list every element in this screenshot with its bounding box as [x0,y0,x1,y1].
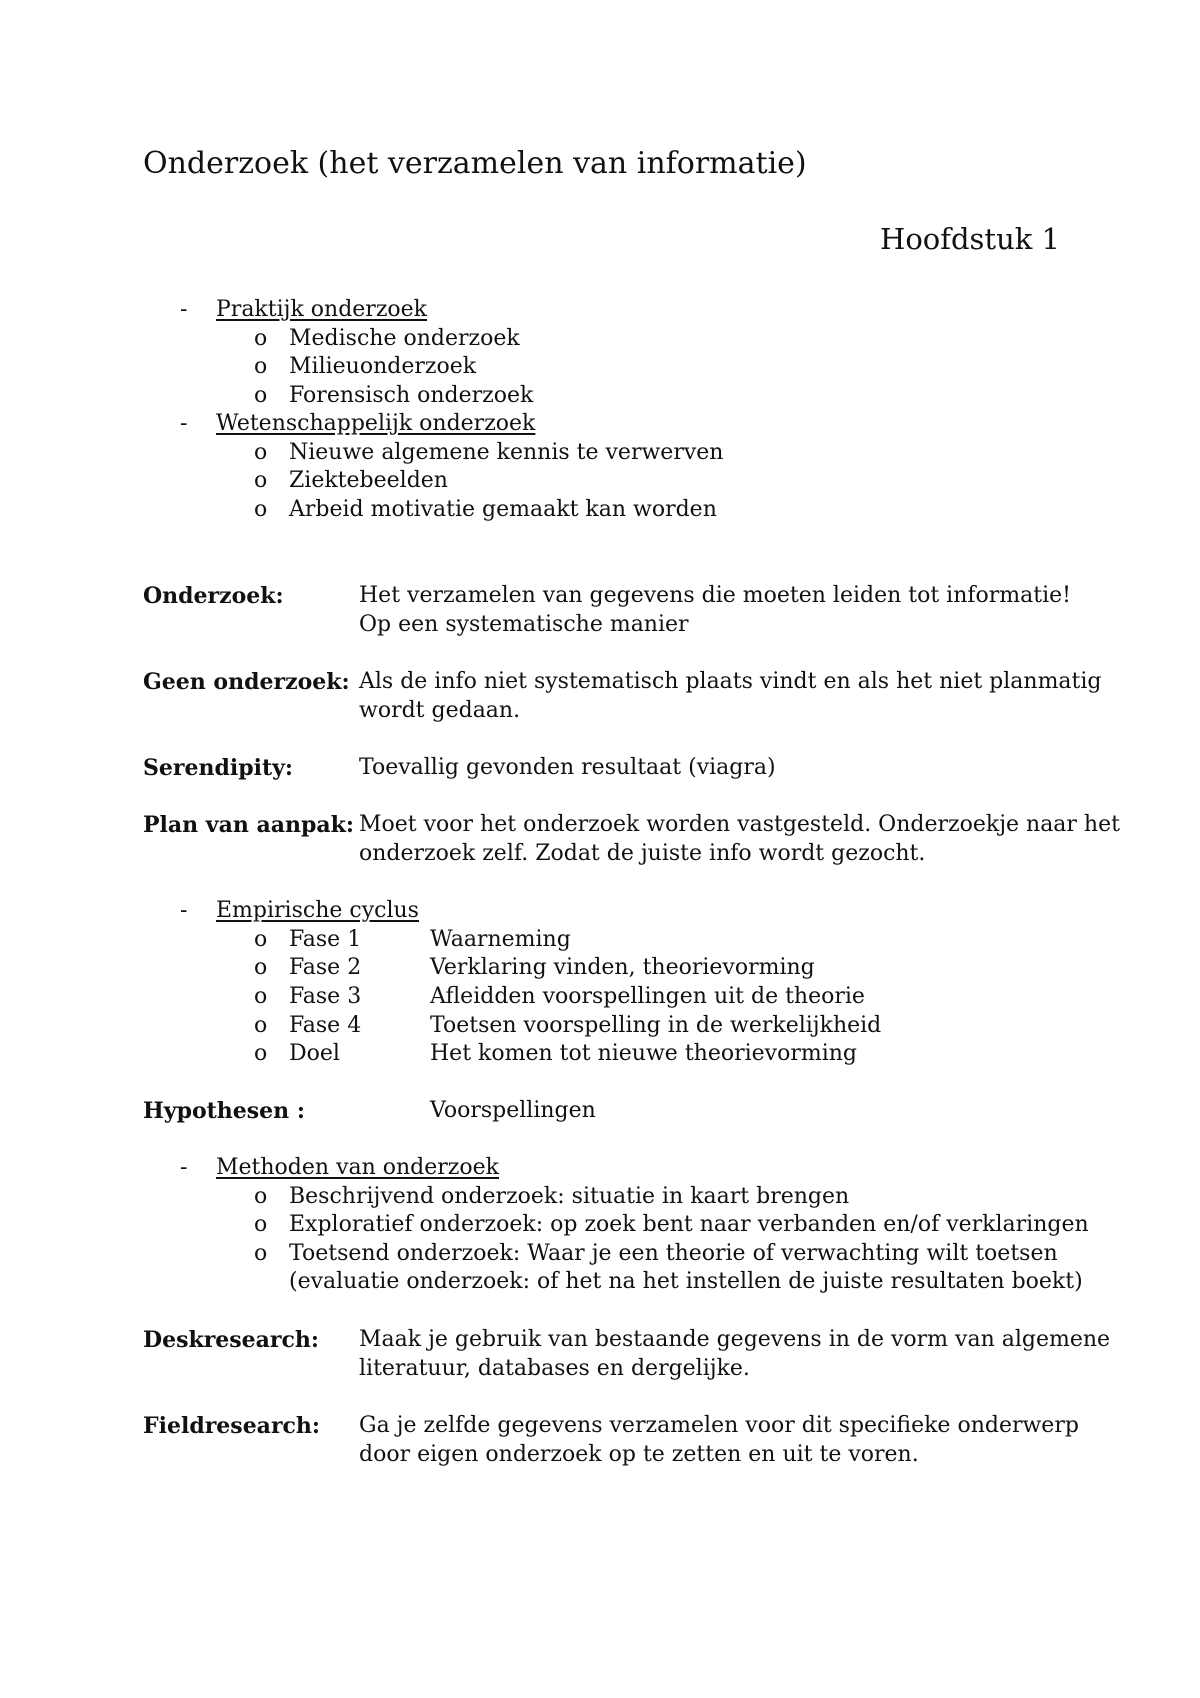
list-item-continuation: (evaluatie onderzoek: of het na het instellen de juiste resultaten boekt) [289,1269,1083,1294]
definition-term-deskresearch: Deskresearch: [143,1327,320,1353]
list-item: Arbeid motivatie gemaakt kan worden [289,497,717,522]
phase-description: Het komen tot nieuwe theorievorming [430,1041,858,1066]
document-title: Onderzoek (het verzamelen van informatie) [143,146,807,181]
dash-marker: - [180,297,188,322]
definition-term-hypothesen: Hypothesen : [143,1098,305,1124]
bullet-marker: o [254,1241,268,1266]
definition-text: Voorspellingen [430,1098,596,1123]
definition-text: onderzoek zelf. Zodat de juiste info wordt gezocht. [359,841,926,866]
bullet-marker: o [254,354,268,379]
phase-description: Afleidden voorspellingen uit de theorie [430,984,865,1009]
definition-text: Moet voor het onderzoek worden vastgesteld. Onderzoekje naar het [359,812,1120,837]
definition-text: Als de info niet systematisch plaats vindt en als het niet planmatig [359,669,1102,694]
chapter-heading: Hoofdstuk 1 [880,222,1060,256]
list-item: Beschrijvend onderzoek: situatie in kaart brengen [289,1184,850,1209]
dash-marker: - [180,898,188,923]
section-heading-empirische-cyclus: Empirische cyclus [216,898,419,923]
bullet-marker: o [254,326,268,351]
phase-label: Doel [289,1041,340,1066]
phase-label: Fase 2 [289,955,362,980]
phase-description: Verklaring vinden, theorievorming [430,955,815,980]
phase-description: Waarneming [430,927,571,952]
bullet-marker: o [254,927,268,952]
definition-text: Ga je zelfde gegevens verzamelen voor dit specifieke onderwerp [359,1413,1079,1438]
section-heading-methoden: Methoden van onderzoek [216,1155,499,1180]
list-item: Nieuwe algemene kennis te verwerven [289,440,724,465]
phase-label: Fase 4 [289,1013,362,1038]
section-heading-wetenschappelijk: Wetenschappelijk onderzoek [216,411,536,436]
bullet-marker: o [254,468,268,493]
definition-term-serendipity: Serendipity: [143,755,294,781]
definition-text: wordt gedaan. [359,698,521,723]
bullet-marker: o [254,497,268,522]
definition-term-plan-van-aanpak: Plan van aanpak: [143,812,355,838]
definition-text: literatuur, databases en dergelijke. [359,1356,750,1381]
list-item: Ziektebeelden [289,468,448,493]
bullet-marker: o [254,383,268,408]
definition-text: Op een systematische manier [359,612,689,637]
phase-label: Fase 1 [289,927,362,952]
list-item: Medische onderzoek [289,326,520,351]
definition-text: door eigen onderzoek op te zetten en uit te voren. [359,1442,919,1467]
bullet-marker: o [254,440,268,465]
definition-text: Toevallig gevonden resultaat (viagra) [359,755,776,780]
bullet-marker: o [254,984,268,1009]
definition-term-geen-onderzoek: Geen onderzoek: [143,669,350,695]
definition-term-onderzoek: Onderzoek: [143,583,284,609]
list-item: Toetsend onderzoek: Waar je een theorie of verwachting wilt toetsen [289,1241,1058,1266]
phase-label: Fase 3 [289,984,362,1009]
dash-marker: - [180,1155,188,1180]
list-item: Milieuonderzoek [289,354,477,379]
section-heading-praktijk: Praktijk onderzoek [216,297,428,322]
dash-marker: - [180,411,188,436]
bullet-marker: o [254,955,268,980]
list-item: Exploratief onderzoek: op zoek bent naar verbanden en/of verklaringen [289,1212,1089,1237]
list-item: Forensisch onderzoek [289,383,534,408]
bullet-marker: o [254,1013,268,1038]
bullet-marker: o [254,1212,268,1237]
bullet-marker: o [254,1184,268,1209]
definition-text: Maak je gebruik van bestaande gegevens in de vorm van algemene [359,1327,1111,1352]
bullet-marker: o [254,1041,268,1066]
definition-text: Het verzamelen van gegevens die moeten leiden tot informatie! [359,583,1072,608]
phase-description: Toetsen voorspelling in de werkelijkheid [430,1013,882,1038]
definition-term-fieldresearch: Fieldresearch: [143,1413,321,1439]
